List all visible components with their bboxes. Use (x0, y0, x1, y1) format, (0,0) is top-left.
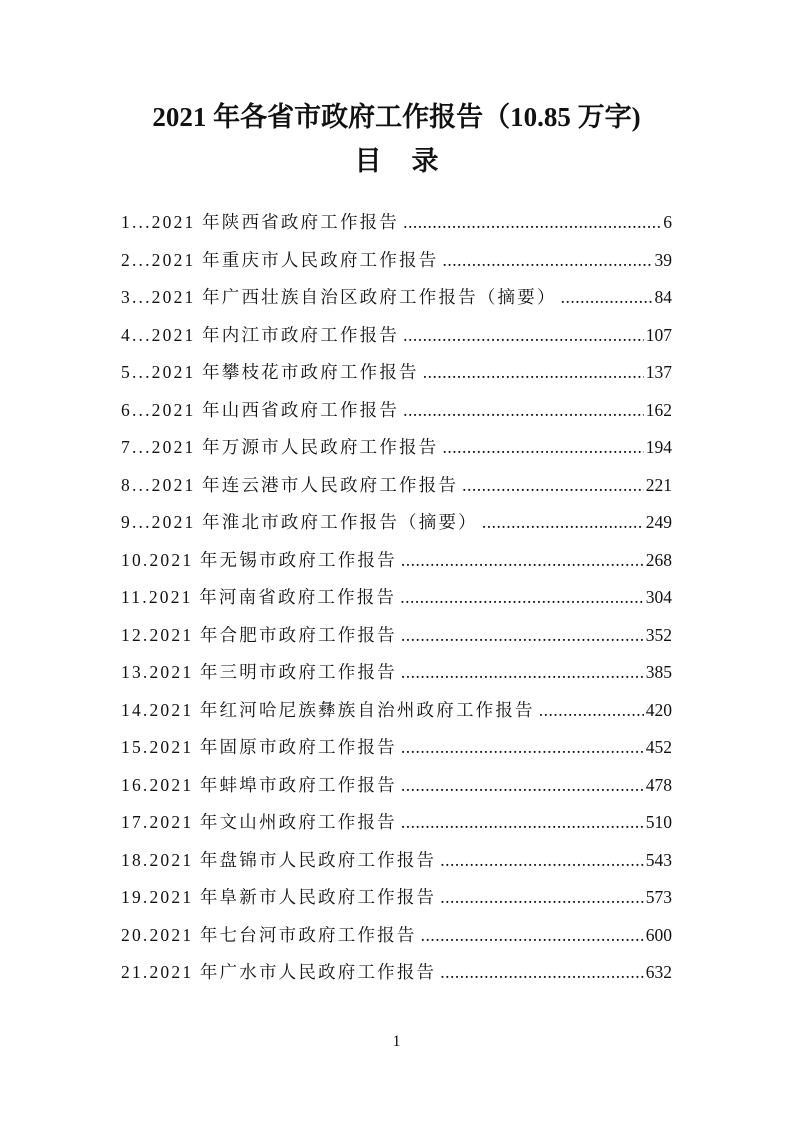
toc-entry[interactable] (121, 771, 672, 809)
toc-entry[interactable] (121, 921, 672, 959)
toc-entry[interactable] (121, 696, 672, 734)
toc-entry-label: 6...2021 年山西省政府工作报告 (121, 399, 400, 420)
toc-entry-page: 420 (645, 699, 672, 720)
dot-leader (421, 921, 644, 949)
toc-entry-label: 7...2021 年万源市人民政府工作报告 (121, 437, 439, 457)
toc-entry-page: 194 (645, 437, 672, 457)
toc-entry-page: 543 (645, 849, 672, 870)
toc-entry-page: 162 (645, 399, 672, 420)
toc-entry-label: 14.2021 年红河哈尼族彝族自治州政府工作报告 (121, 699, 535, 720)
toc-entry-label: 13.2021 年三明市政府工作报告 (121, 662, 397, 682)
toc-entry-label: 18.2021 年盘锦市人民政府工作报告 (121, 849, 437, 870)
toc-entry-page: 510 (645, 812, 672, 832)
toc-entry[interactable] (121, 246, 672, 284)
dot-leader (442, 433, 643, 461)
toc-entry-page: 478 (645, 774, 672, 795)
dot-leader (440, 958, 644, 986)
toc-entry[interactable] (121, 808, 672, 846)
dot-leader (482, 508, 644, 536)
toc-heading-char: 录 (411, 146, 439, 176)
toc-entry[interactable] (121, 658, 672, 696)
dot-leader (400, 583, 644, 611)
page-number: 1 (392, 1033, 401, 1050)
toc-entry-page: 304 (645, 587, 672, 607)
dot-leader (539, 696, 644, 724)
toc-entry[interactable] (121, 546, 672, 584)
toc-entry-page: 600 (645, 924, 672, 945)
toc-entry[interactable] (121, 283, 672, 321)
toc-heading (0, 141, 793, 181)
document-title: 2021 年各省市政府工作报告（10.85 万字) (152, 102, 641, 132)
toc-entry[interactable] (121, 621, 672, 659)
toc-entry[interactable] (121, 583, 672, 621)
dot-leader (403, 208, 661, 236)
dot-leader (403, 321, 644, 349)
dot-leader (462, 471, 644, 499)
toc-entry-page: 385 (645, 662, 672, 682)
toc-entry-label: 4...2021 年内江市政府工作报告 (121, 324, 400, 345)
toc-entry[interactable] (121, 508, 672, 546)
dot-leader (440, 846, 644, 874)
toc-entry-label: 10.2021 年无锡市政府工作报告 (121, 549, 397, 570)
dot-leader (423, 358, 644, 386)
dot-leader (401, 733, 644, 761)
toc-entry[interactable] (121, 883, 672, 921)
toc-entry-label: 12.2021 年合肥市政府工作报告 (121, 624, 397, 645)
toc-entry-page: 84 (654, 287, 672, 307)
toc-entry[interactable] (121, 733, 672, 771)
toc-entry-label: 20.2021 年七台河市政府工作报告 (121, 924, 417, 945)
toc-entry[interactable] (121, 471, 672, 509)
toc-entry-page: 107 (645, 324, 672, 345)
toc-heading-char: 目 (354, 146, 382, 176)
dot-leader (403, 396, 644, 424)
toc-entry-page: 249 (645, 512, 672, 532)
dot-leader (401, 658, 644, 686)
toc-entry[interactable] (121, 396, 672, 434)
dot-leader (401, 621, 644, 649)
toc-entry-page: 39 (654, 249, 672, 270)
table-of-contents (121, 208, 672, 996)
toc-entry-page: 452 (645, 737, 672, 757)
dot-leader (561, 283, 653, 311)
toc-entry[interactable] (121, 958, 672, 996)
toc-entry[interactable] (121, 321, 672, 359)
toc-entry-label: 9...2021 年淮北市政府工作报告（摘要） (121, 512, 478, 532)
toc-entry[interactable] (121, 208, 672, 246)
toc-entry-page: 221 (645, 474, 672, 495)
dot-leader (442, 246, 652, 274)
toc-entry-label: 1...2021 年陕西省政府工作报告 (121, 212, 400, 232)
toc-entry-label: 21.2021 年广水市人民政府工作报告 (121, 962, 437, 982)
toc-entry-page: 268 (645, 549, 672, 570)
dot-leader (440, 883, 644, 911)
toc-entry[interactable] (121, 846, 672, 884)
dot-leader (401, 546, 644, 574)
toc-entry-page: 573 (645, 887, 672, 907)
toc-entry-label: 2...2021 年重庆市人民政府工作报告 (121, 249, 439, 270)
toc-entry[interactable] (121, 358, 672, 396)
dot-leader (401, 771, 644, 799)
toc-entry-label: 16.2021 年蚌埠市政府工作报告 (121, 774, 397, 795)
toc-entry-label: 8...2021 年连云港市人民政府工作报告 (121, 474, 459, 495)
toc-entry-label: 11.2021 年河南省政府工作报告 (121, 587, 397, 607)
dot-leader (401, 808, 644, 836)
toc-entry-page: 6 (663, 212, 672, 232)
toc-entry[interactable] (121, 433, 672, 471)
toc-entry-label: 3...2021 年广西壮族自治区政府工作报告（摘要） (121, 287, 557, 307)
toc-entry-label: 15.2021 年固原市政府工作报告 (121, 737, 397, 757)
toc-entry-page: 137 (645, 362, 672, 382)
toc-entry-label: 5...2021 年攀枝花市政府工作报告 (121, 362, 419, 382)
toc-entry-label: 19.2021 年阜新市人民政府工作报告 (121, 887, 437, 907)
toc-entry-page: 632 (645, 962, 672, 982)
toc-entry-page: 352 (645, 624, 672, 645)
toc-entry-label: 17.2021 年文山州政府工作报告 (121, 812, 397, 832)
